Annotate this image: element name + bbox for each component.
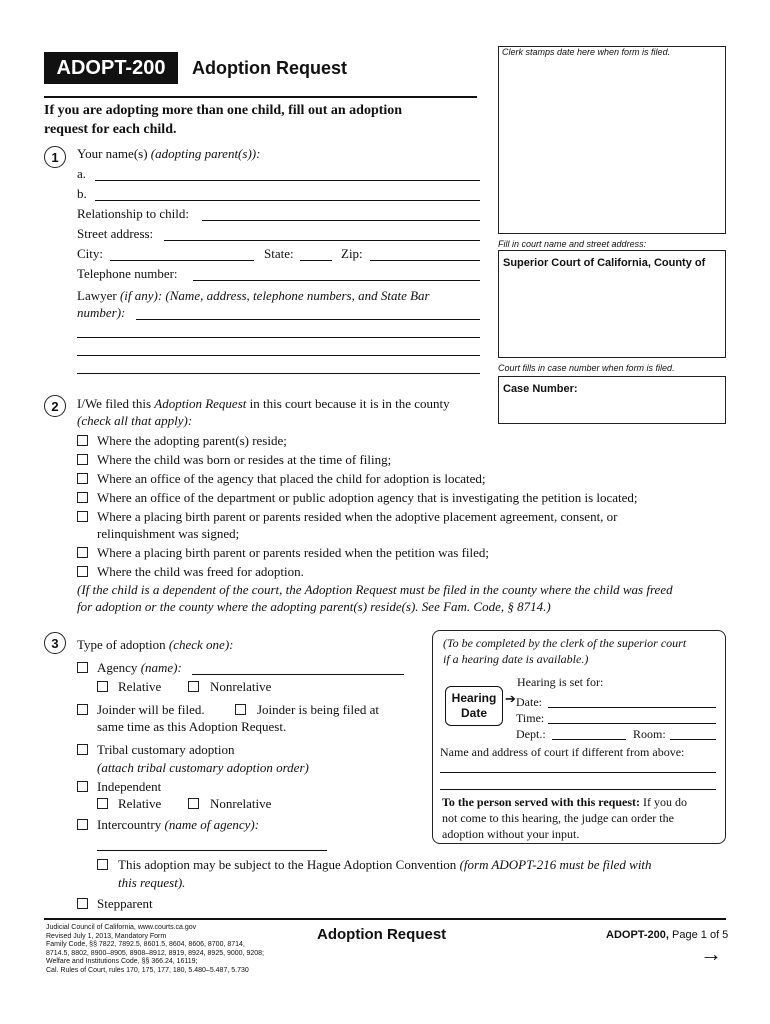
section-2-note-2: for adoption or the county where the adopting parent(s) reside(s). See Fam. Code, § 8714.) bbox=[77, 599, 551, 614]
footer-citations: Judicial Council of California, www.courts.ca.gov Revised July 1, 2013, Mandatory Form Family Code, §§ 7822, 7892.5, 8601.5, 8604, 8606, 8700, 8714, 8714.5, 8802, 8900–8905, 8908–8912, 8919, 8924, 8925, 9000, 9208; Welfare and Institutions Code, §§ 366.24, 16119; Cal. Rules of Court, rules 170, 175, 177, 180, 5.480–5.487, 5.730 bbox=[46, 924, 264, 974]
name-a-field[interactable] bbox=[95, 180, 480, 181]
checkbox-agency-nonrelative[interactable] bbox=[188, 681, 199, 692]
state-label: State: bbox=[264, 246, 294, 261]
clerk-stamp-label: Clerk stamps date here when form is filed. bbox=[502, 47, 671, 57]
hague-label: This adoption may be subject to the Hague Adoption Convention (form ADOPT-216 must be filed with bbox=[118, 857, 652, 872]
case-number-label: Case Number: bbox=[503, 383, 578, 395]
hearing-note-2: if a hearing date is available.) bbox=[443, 652, 589, 666]
intro-line1: If you are adopting more than one child, fill out an adoption bbox=[44, 103, 403, 118]
served-notice-2: not come to this hearing, the judge can order the bbox=[442, 811, 674, 825]
option-child-born: Where the child was born or resides at the time of filing; bbox=[97, 452, 392, 467]
joinder-being-filed-label: Joinder is being filed at bbox=[257, 702, 380, 717]
joinder-same-time-label: same time as this Adoption Request. bbox=[97, 719, 287, 734]
checkbox-hague[interactable] bbox=[97, 859, 108, 870]
form-title: Adoption Request bbox=[192, 58, 347, 78]
lawyer-label-cont: number): bbox=[77, 305, 126, 320]
served-notice-3: adoption without your input. bbox=[442, 827, 580, 841]
checkbox-independent-relative[interactable] bbox=[97, 798, 108, 809]
section-2-number: 2 bbox=[44, 395, 66, 417]
checkbox-independent-nonrelative[interactable] bbox=[188, 798, 199, 809]
checkbox-joinder-being-filed[interactable] bbox=[235, 704, 246, 715]
option-department-office: Where an office of the department or public adoption agency that is investigating the petition is located; bbox=[97, 490, 638, 505]
street-field[interactable] bbox=[164, 240, 480, 241]
option-birth-parent-agreement: Where a placing birth parent or parents resided when the adoptive placement agreement, consent, or bbox=[97, 509, 618, 524]
checkbox-agency[interactable] bbox=[77, 662, 88, 673]
hearing-time-field[interactable] bbox=[548, 723, 716, 724]
hearing-court-field-1[interactable] bbox=[440, 772, 716, 773]
form-code-badge: ADOPT-200 bbox=[44, 52, 178, 84]
hearing-room-label: Room: bbox=[633, 727, 666, 741]
served-notice-1: To the person served with this request: If you do bbox=[442, 795, 688, 809]
lawyer-field-3[interactable] bbox=[77, 355, 480, 356]
hearing-date-label: Date: bbox=[516, 695, 542, 709]
relationship-label: Relationship to child: bbox=[77, 206, 189, 221]
stepparent-label: Stepparent bbox=[97, 896, 153, 911]
case-fill-label: Court fills in case number when form is filed. bbox=[498, 363, 675, 373]
arrow-icon: ➔ bbox=[505, 691, 516, 706]
section-2-note-1: (If the child is a dependent of the court, the Adoption Request must be filed in the county where the child was freed bbox=[77, 582, 673, 597]
section-2-line2: (check all that apply): bbox=[77, 413, 193, 428]
option-birth-parent-petition: Where a placing birth parent or parents resided when the petition was filed; bbox=[97, 545, 490, 560]
zip-field[interactable] bbox=[370, 260, 480, 261]
hearing-court-if-different: Name and address of court if different from above: bbox=[440, 745, 685, 759]
tribal-note: (attach tribal customary adoption order) bbox=[97, 760, 309, 775]
telephone-label: Telephone number: bbox=[77, 266, 178, 281]
telephone-field[interactable] bbox=[193, 280, 480, 281]
hague-label-cont: this request). bbox=[118, 875, 186, 890]
agency-nonrelative-label: Nonrelative bbox=[210, 679, 272, 694]
checkbox-agency-office[interactable] bbox=[77, 473, 88, 484]
name-a-label: a. bbox=[77, 166, 87, 181]
checkbox-department-office[interactable] bbox=[77, 492, 88, 503]
intercountry-label: Intercountry (name of agency): bbox=[97, 817, 260, 832]
checkbox-tribal[interactable] bbox=[77, 744, 88, 755]
court-fill-label: Fill in court name and street address: bbox=[498, 239, 647, 249]
intro-line2: request for each child. bbox=[44, 122, 177, 137]
state-field[interactable] bbox=[300, 260, 332, 261]
tribal-label: Tribal customary adoption bbox=[97, 742, 235, 757]
checkbox-agency-relative[interactable] bbox=[97, 681, 108, 692]
hearing-date-badge: Hearing Date bbox=[445, 686, 503, 726]
option-parents-reside: Where the adopting parent(s) reside; bbox=[97, 433, 287, 448]
lawyer-field-1[interactable] bbox=[136, 319, 480, 320]
section-3-number: 3 bbox=[44, 632, 66, 654]
court-name: Superior Court of California, County of bbox=[503, 257, 706, 269]
hearing-date-field[interactable] bbox=[548, 707, 716, 708]
footer-page-info: ADOPT-200, Page 1 of 5 bbox=[606, 929, 729, 941]
section-2-line1: I/We filed this Adoption Request in this court because it is in the county bbox=[77, 396, 450, 411]
city-label: City: bbox=[77, 246, 104, 261]
independent-nonrelative-label: Nonrelative bbox=[210, 796, 272, 811]
relationship-field[interactable] bbox=[202, 220, 480, 221]
agency-label: Agency (name): bbox=[97, 660, 182, 675]
lawyer-field-2[interactable] bbox=[77, 337, 480, 338]
checkbox-child-born[interactable] bbox=[77, 454, 88, 465]
independent-label: Independent bbox=[97, 779, 162, 794]
checkbox-stepparent[interactable] bbox=[77, 898, 88, 909]
footer-title: Adoption Request bbox=[317, 926, 447, 943]
header-rule bbox=[44, 96, 477, 98]
checkbox-intercountry[interactable] bbox=[77, 819, 88, 830]
street-label: Street address: bbox=[77, 226, 154, 241]
agency-relative-label: Relative bbox=[118, 679, 162, 694]
checkbox-child-freed[interactable] bbox=[77, 566, 88, 577]
hearing-dept-field[interactable] bbox=[552, 739, 626, 740]
joinder-filed-label: Joinder will be filed. bbox=[97, 702, 205, 717]
name-b-field[interactable] bbox=[95, 200, 480, 201]
option-child-freed: Where the child was freed for adoption. bbox=[97, 564, 304, 579]
lawyer-label: Lawyer (if any): (Name, address, telephone numbers, and State Bar bbox=[77, 288, 430, 303]
option-agency-office: Where an office of the agency that placed the child for adoption is located; bbox=[97, 471, 486, 486]
name-b-label: b. bbox=[77, 186, 87, 201]
section-1-label: Your name(s) (adopting parent(s)): bbox=[77, 146, 261, 161]
option-birth-parent-agreement-cont: relinquishment was signed; bbox=[97, 526, 240, 541]
checkbox-birth-parent-agreement[interactable] bbox=[77, 511, 88, 522]
hearing-dept-label: Dept.: bbox=[516, 727, 546, 741]
checkbox-joinder-filed[interactable] bbox=[77, 704, 88, 715]
section-3-label: Type of adoption (check one): bbox=[77, 637, 234, 652]
footer-rule bbox=[44, 918, 726, 920]
lawyer-field-4[interactable] bbox=[77, 373, 480, 374]
checkbox-independent[interactable] bbox=[77, 781, 88, 792]
checkbox-birth-parent-petition[interactable] bbox=[77, 547, 88, 558]
hearing-note-1: (To be completed by the clerk of the superior court bbox=[443, 636, 687, 650]
hearing-court-field-2[interactable] bbox=[440, 789, 716, 790]
hearing-time-label: Time: bbox=[516, 711, 545, 725]
checkbox-parents-reside[interactable] bbox=[77, 435, 88, 446]
zip-label: Zip: bbox=[341, 246, 363, 261]
clerk-stamp-box[interactable] bbox=[498, 46, 726, 234]
hearing-room-field[interactable] bbox=[670, 739, 716, 740]
intercountry-agency-field[interactable] bbox=[97, 850, 327, 851]
agency-name-field[interactable] bbox=[192, 674, 404, 675]
section-1-number: 1 bbox=[44, 146, 66, 168]
next-page-arrow-icon[interactable]: → bbox=[700, 941, 722, 966]
hearing-set-for: Hearing is set for: bbox=[517, 675, 604, 689]
city-field[interactable] bbox=[110, 260, 254, 261]
independent-relative-label: Relative bbox=[118, 796, 162, 811]
